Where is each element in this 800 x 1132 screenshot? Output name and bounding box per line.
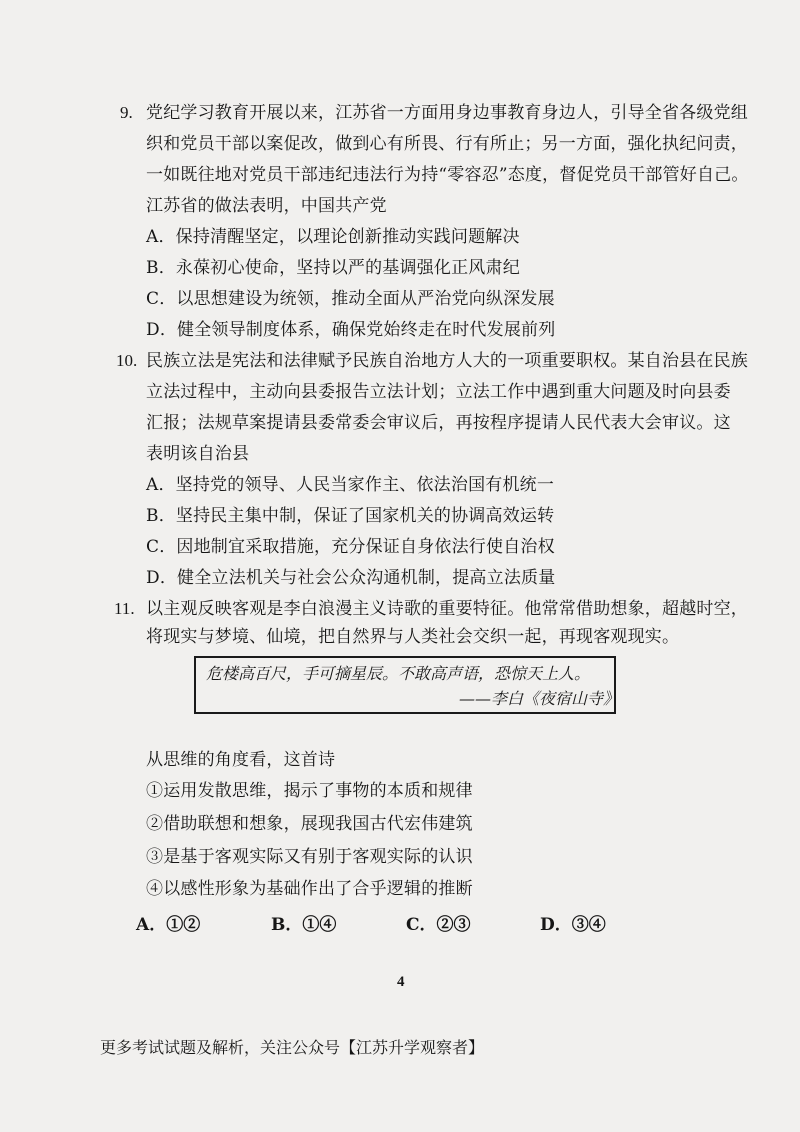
q11-answer-a: A．①② xyxy=(136,915,201,935)
q11-number: 11. xyxy=(114,599,135,618)
q9-option-b: B．永葆初心使命，坚持以严的基调强化正风肃纪 xyxy=(146,258,520,278)
q9-stem-line-2: 织和党员干部以案促改，做到心有所畏、行有所止；另一方面，强化执纪问责， xyxy=(146,134,748,154)
q11-statement-2: ②借助联想和想象，展现我国古代宏伟建筑 xyxy=(146,814,473,834)
q10-option-a: A．坚持党的领导、人民当家作主、依法治国有机统一 xyxy=(146,475,555,495)
q10-stem-line-2: 立法过程中，主动向县委报告立法计划；立法工作中遇到重大问题及时向县委 xyxy=(146,382,731,402)
q9-option-d: D．健全领导制度体系，确保党始终走在时代发展前列 xyxy=(146,320,556,340)
q11-question: 从思维的角度看，这首诗 xyxy=(146,750,336,770)
q9-option-c: C．以思想建设为统领，推动全面从严治党向纵深发展 xyxy=(146,289,555,309)
q10-number: 10. xyxy=(116,351,138,370)
q11-statement-4: ④以感性形象为基础作出了合乎逻辑的推断 xyxy=(146,879,473,899)
q11-answer-c: C．②③ xyxy=(406,915,471,935)
q9-stem-line-3: 一如既往地对党员干部违纪违法行为持“零容忍”态度，督促党员干部管好自己。 xyxy=(146,165,749,185)
q11-statement-1: ①运用发散思维，揭示了事物的本质和规律 xyxy=(146,781,473,801)
q11-stem-line-1: 以主观反映客观是李白浪漫主义诗歌的重要特征。他常常借助想象，超越时空， xyxy=(146,599,748,619)
poem-text: 危楼高百尺，手可摘星辰。不敢高声语，恐惊天上人。 xyxy=(206,664,591,683)
q10-stem-line-1: 民族立法是宪法和法律赋予民族自治地方人大的一项重要职权。某自治县在民族 xyxy=(146,351,748,371)
q11-answer-d: D．③④ xyxy=(540,915,606,935)
poem-attribution: ——李白《夜宿山寺》 xyxy=(459,689,620,708)
footer-note: 更多考试试题及解析，关注公众号【江苏升学观察者】 xyxy=(100,1038,485,1057)
page-number: 4 xyxy=(397,974,405,990)
q9-stem-line-4: 江苏省的做法表明，中国共产党 xyxy=(146,196,387,216)
q10-option-c: C．因地制宜采取措施，充分保证自身依法行使自治权 xyxy=(146,537,555,557)
q10-stem-line-4: 表明该自治县 xyxy=(146,444,250,464)
q10-option-d: D．健全立法机关与社会公众沟通机制，提高立法质量 xyxy=(146,568,556,588)
q10-option-b: B．坚持民主集中制，保证了国家机关的协调高效运转 xyxy=(146,506,555,526)
q10-stem-line-3: 汇报；法规草案提请县委常委会审议后，再按程序提请人民代表大会审议。这 xyxy=(146,413,731,433)
q9-option-a: A．保持清醒坚定，以理论创新推动实践问题解决 xyxy=(146,227,520,247)
q9-number: 9. xyxy=(120,103,133,122)
q11-answer-b: B．①④ xyxy=(271,915,337,935)
q11-statement-3: ③是基于客观实际又有别于客观实际的认识 xyxy=(146,847,473,867)
q9-stem-line-1: 党纪学习教育开展以来，江苏省一方面用身边事教育身边人，引导全省各级党组 xyxy=(146,103,748,123)
q11-stem-line-2: 将现实与梦境、仙境，把自然界与人类社会交织一起，再现客观现实。 xyxy=(146,627,680,647)
